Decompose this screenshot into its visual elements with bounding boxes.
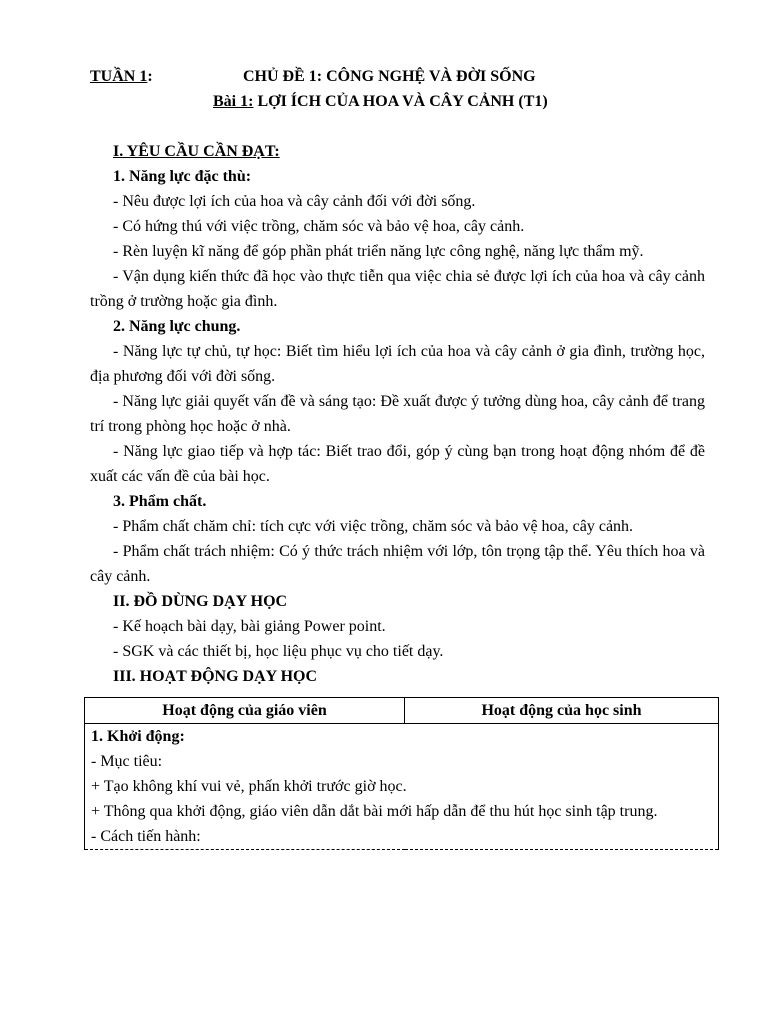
- cell-line: + Thông qua khởi động, giáo viên dẫn dắt bài mới hấp dẫn để thu hút học sinh tập trung.: [91, 803, 658, 820]
- subsection-3-title: 3. Phẩm chất.: [113, 493, 207, 510]
- activity-table: [84, 697, 719, 850]
- table-header-row: [85, 698, 719, 724]
- topic-title: CHỦ ĐỀ 1: CÔNG NGHỆ VÀ ĐỜI SỐNG: [243, 68, 536, 85]
- table-row: [85, 724, 719, 850]
- lesson-name: LỢI ÍCH CỦA HOA VÀ CÂY CẢNH (T1): [253, 93, 548, 110]
- week-label: [90, 64, 153, 89]
- list-item: - Năng lực giải quyết vấn đề và sáng tạo: Đề xuất được ý tưởng dùng hoa, cây cảnh để trang trí trong phòng học hoặc ở nhà.: [90, 393, 705, 435]
- column-header-teacher: Hoạt động của giáo viên: [85, 698, 405, 724]
- list-item: - Kế hoạch bài dạy, bài giảng Power point.: [113, 618, 386, 635]
- cell-line: + Tạo không khí vui vẻ, phấn khởi trước giờ học.: [91, 778, 407, 795]
- week-text: TUẦN 1: [90, 68, 148, 85]
- list-item: - Có hứng thú với việc trồng, chăm sóc và bảo vệ hoa, cây cảnh.: [113, 218, 525, 235]
- list-item: - SGK và các thiết bị, học liệu phục vụ cho tiết dạy.: [113, 643, 444, 660]
- list-item: - Năng lực tự chủ, tự học: Biết tìm hiểu lợi ích của hoa và cây cảnh ở gia đình, trường học, địa phương đối với đời sống.: [90, 343, 705, 385]
- cell-line: - Mục tiêu:: [91, 753, 163, 770]
- lesson-title: [213, 89, 548, 114]
- section-3-title: III. HOẠT ĐỘNG DẠY HỌC: [113, 668, 318, 685]
- lesson-prefix: Bài 1:: [213, 93, 254, 110]
- list-item: - Phẩm chất chăm chỉ: tích cực với việc trồng, chăm sóc và bảo vệ hoa, cây cảnh.: [113, 518, 634, 535]
- section-1-title: I. YÊU CẦU CẦN ĐẠT:: [113, 143, 280, 160]
- list-item: - Rèn luyện kĩ năng để góp phần phát triển năng lực công nghệ, năng lực thẩm mỹ.: [113, 243, 644, 260]
- table-cell: [85, 724, 719, 850]
- list-item: - Phẩm chất trách nhiệm: Có ý thức trách nhiệm với lớp, tôn trọng tập thể. Yêu thích hoa và cây cảnh.: [90, 543, 705, 585]
- column-header-student: Hoạt động của học sinh: [405, 698, 719, 724]
- section-2-title: II. ĐỒ DÙNG DẠY HỌC: [113, 593, 288, 610]
- cell-line: - Cách tiến hành:: [91, 828, 201, 845]
- week-colon: :: [147, 68, 153, 85]
- subsection-2-title: 2. Năng lực chung.: [113, 318, 241, 335]
- list-item: - Vận dụng kiến thức đã học vào thực tiễn qua việc chia sẻ được lợi ích của hoa và cây cảnh trồng ở trường hoặc gia đình.: [90, 268, 705, 310]
- row-title: 1. Khởi động:: [91, 728, 185, 745]
- list-item: - Nêu được lợi ích của hoa và cây cảnh đối với đời sống.: [113, 193, 476, 210]
- subsection-1-title: 1. Năng lực đặc thù:: [113, 168, 252, 185]
- list-item: - Năng lực giao tiếp và hợp tác: Biết trao đổi, góp ý cùng bạn trong hoạt động nhóm để đề xuất các vấn đề của bài học.: [90, 443, 705, 485]
